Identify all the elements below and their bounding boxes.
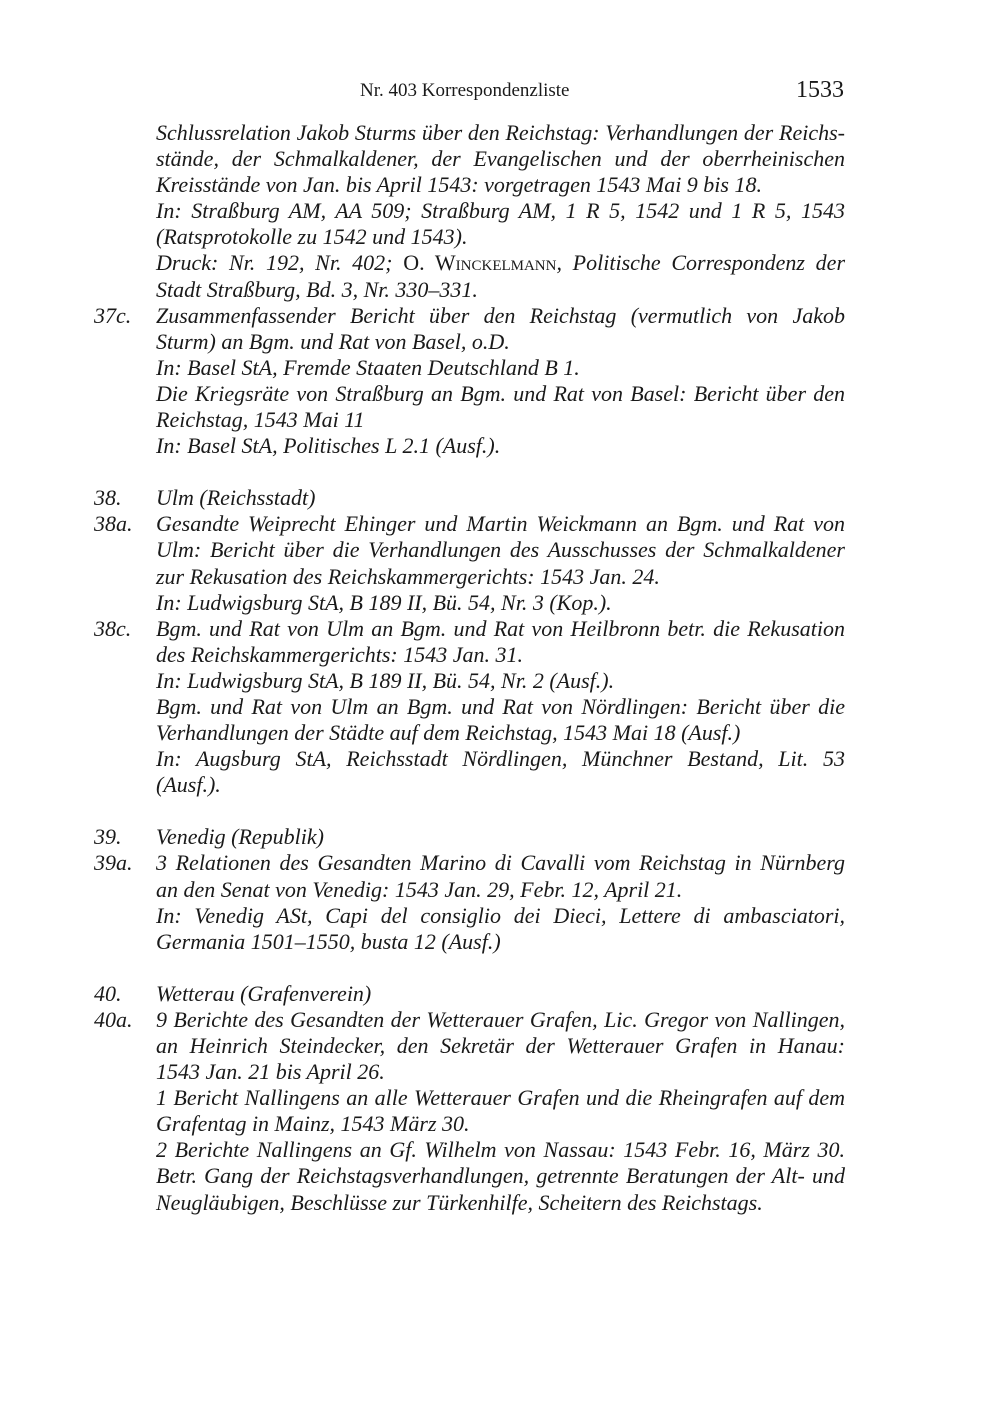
text-line: 1543 Jan. 21 bis April 26.	[156, 1059, 385, 1085]
entry-40	[94, 981, 845, 1007]
text-line: Zusammenfassender Bericht über den Reichstag (vermutlich von Jakob	[156, 302, 845, 328]
text-line: In: Basel StA, Politisches L 2.1 (Ausf.).	[156, 433, 501, 459]
section-gap	[94, 459, 845, 485]
entry-38a	[94, 511, 845, 615]
text-line: des Reichskammergerichts: 1543 Jan. 31.	[156, 641, 523, 667]
text-line: Ulm: Bericht über die Verhandlungen des Ausschusses der Schmalkaldener	[156, 537, 845, 563]
text-line: Gesandte Weiprecht Ehinger und Martin Weickmann an Bgm. und Rat von	[156, 511, 845, 537]
text-line: an Heinrich Steindecker, den Sekretär der Wetterauer Grafen in Hanau:	[156, 1033, 845, 1058]
text-line: 1 Bericht Nallingens an alle Wetterauer Grafen und die Rheingrafen auf dem	[156, 1085, 845, 1111]
text-line: Bgm. und Rat von Ulm an Bgm. und Rat von Heilbronn betr. die Rekusation	[156, 615, 845, 641]
entry-number: 39a.	[94, 850, 133, 876]
text-line: zur Rekusation des Reichskammergerichts: 1543 Jan. 24.	[156, 563, 660, 589]
text-line: Schlussrelation Jakob Sturms über den Reichstag: Verhandlungen der Reichs-	[156, 120, 845, 145]
entry-39	[94, 824, 845, 850]
text-line: Germania 1501–1550, busta 12 (Ausf.)	[156, 928, 501, 954]
text-line: (Ratsprotokolle zu 1542 und 1543).	[156, 224, 468, 250]
section-gap	[94, 955, 845, 981]
druck-author: O. Winckelmann	[403, 250, 557, 276]
entry-37c	[94, 303, 845, 460]
entry-number: 38.	[94, 485, 122, 511]
text-line: 3 Relationen des Gesandten Marino di Cavalli vom Reichstag in Nürnberg	[156, 850, 845, 876]
text-line: Grafentag in Mainz, 1543 März 30.	[156, 1111, 470, 1137]
text-line: In: Ludwigsburg StA, B 189 II, Bü. 54, Nr. 2 (Ausf.).	[156, 667, 615, 693]
text-line: Reichstag, 1543 Mai 11	[156, 407, 365, 433]
text-line: In: Basel StA, Fremde Staaten Deutschland B 1.	[156, 354, 580, 380]
entry-40a	[94, 1007, 845, 1216]
entry-38	[94, 485, 845, 511]
entry-number: 38c.	[94, 615, 132, 641]
entry-number: 38a.	[94, 511, 133, 537]
section-gap	[94, 798, 845, 824]
section-heading: Wetterau (Grafenverein)	[156, 980, 372, 1006]
text-line: stände, der Schmalkaldener, der Evangelischen und der oberrheinischen	[156, 146, 845, 172]
entry-38c	[94, 616, 845, 799]
druck-line	[156, 250, 845, 276]
text-line: Betr. Gang der Reichstagsverhandlungen, getrennte Beratungen der Alt- und	[156, 1163, 845, 1189]
text-line: Kreisstände von Jan. bis April 1543: vorgetragen 1543 Mai 9 bis 18.	[156, 172, 762, 198]
text-line: Bgm. und Rat von Ulm an Bgm. und Rat von Nördlingen: Bericht über die	[156, 693, 845, 719]
text-line: In: Ludwigsburg StA, B 189 II, Bü. 54, Nr. 3 (Kop.).	[156, 589, 612, 615]
druck-rest: , Politische Correspondenz der	[556, 250, 846, 276]
entry-37b-continuation	[94, 120, 845, 303]
entry-39a	[94, 850, 845, 954]
entry-number: 40.	[94, 980, 122, 1006]
entry-number: 40a.	[94, 1006, 133, 1032]
section-heading: Ulm (Reichsstadt)	[156, 485, 316, 511]
section-heading: Venedig (Republik)	[156, 824, 324, 850]
text-line: an den Senat von Venedig: 1543 Jan. 29, Febr. 12, April 21.	[156, 876, 683, 902]
text-line: Die Kriegsräte von Straßburg an Bgm. und Rat von Basel: Bericht über den	[156, 380, 845, 406]
entry-number: 37c.	[94, 302, 132, 328]
text-line: Sturm) an Bgm. und Rat von Basel, o.D.	[156, 328, 510, 354]
text-line: Verhandlungen der Städte auf dem Reichstag, 1543 Mai 18 (Ausf.)	[156, 720, 741, 746]
text-line: (Ausf.).	[156, 772, 221, 798]
correspondence-list	[94, 120, 845, 1216]
text-line: In: Straßburg AM, AA 509; Straßburg AM, 1 R 5, 1542 und 1 R 5, 1543	[156, 198, 845, 224]
text-line: 9 Berichte des Gesandten der Wetterauer Grafen, Lic. Gregor von Nallingen,	[156, 1006, 845, 1032]
text-line: 2 Berichte Nallingens an Gf. Wilhelm von Nassau: 1543 Febr. 16, März 30.	[156, 1137, 845, 1163]
entry-number: 39.	[94, 824, 122, 850]
text-line: Neugläubigen, Beschlüsse zur Türkenhilfe, Scheitern des Reichstags.	[156, 1189, 763, 1215]
page-number: 1533	[796, 77, 844, 103]
running-header: Nr. 403 Korrespondenzliste	[360, 80, 570, 101]
druck-prefix: Druck: Nr. 192, Nr. 402;	[156, 250, 404, 276]
text-line: Stadt Straßburg, Bd. 3, Nr. 330–331.	[156, 276, 478, 302]
text-line: In: Venedig ASt, Capi del consiglio dei Dieci, Lettere di ambasciatori,	[156, 902, 845, 928]
text-line: In: Augsburg StA, Reichsstadt Nördlingen, Münchner Bestand, Lit. 53	[156, 746, 845, 772]
